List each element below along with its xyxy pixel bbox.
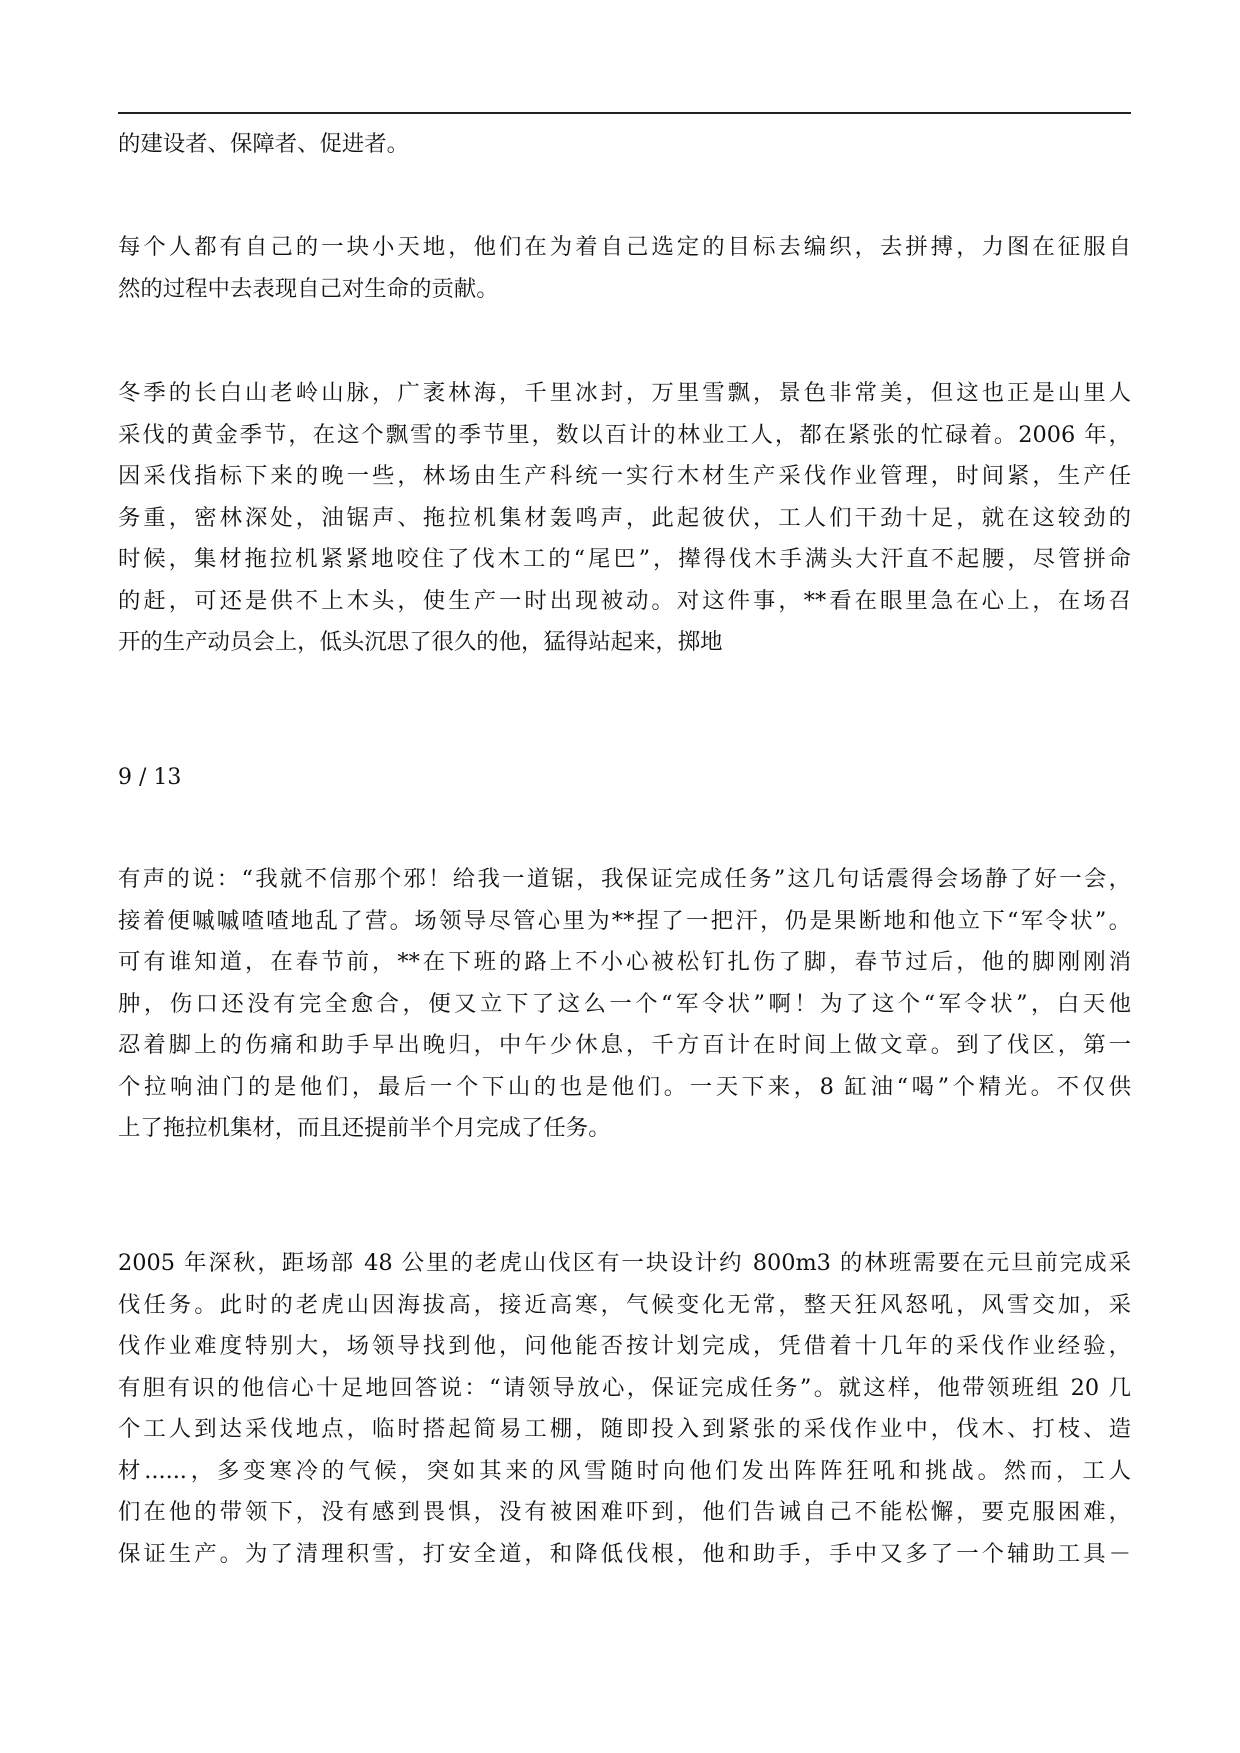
text-line: 时候，集材拖拉机紧紧地咬住了伐木工的“尾巴”，撵得伐木手满头大汗直不起腰，尽管拼命 <box>118 546 1131 572</box>
text-line: 肿，伤口还没有完全愈合，便又立下了这么一个“军令状”啊！为了这个“军令状”，白天他 <box>118 990 1131 1017</box>
text-line: 伐任务。此时的老虎山因海拔高，接近高寒，气候变化无常，整天狂风怒吼，风雪交加，采 <box>118 1291 1131 1318</box>
text-line: 采伐的黄金季节，在这个飘雪的季节里，数以百计的林业工人，都在紧张的忙碌着。2006 年， <box>118 421 1131 448</box>
text-line: 可有谁知道，在春节前，**在下班的路上不小心被松钉扎伤了脚，春节过后，他的脚刚刚消 <box>118 949 1131 975</box>
text-line: 有胆有识的他信心十足地回答说：“请领导放心，保证完成任务”。就这样，他带领班组 20 几 <box>118 1374 1131 1401</box>
text-line: 个拉响油门的是他们，最后一个下山的也是他们。一天下来，8 缸油“喝”个精光。不仅供 <box>118 1073 1131 1100</box>
text-line: 个工人到达采伐地点，临时搭起简易工棚，随即投入到紧张的采伐作业中，伐木、打枝、造 <box>118 1416 1131 1442</box>
text-line: 忍着脚上的伤痛和助手早出晚归，中午少休息，千方百计在时间上做文章。到了伐区，第一 <box>118 1032 1131 1058</box>
text-line: 们在他的带领下，没有感到畏惧，没有被困难吓到，他们告诫自己不能松懈，要克服困难， <box>118 1499 1131 1525</box>
text-line: 务重，密林深处，油锯声、拖拉机集材轰鸣声，此起彼伏，工人们干劲十足，就在这较劲的 <box>118 504 1131 531</box>
text-line: 因采伐指标下来的晚一些，林场由生产科统一实行木材生产采伐作业管理，时间紧，生产任 <box>118 463 1131 489</box>
paragraph-3 <box>118 373 1131 664</box>
text-line: 开的生产动员会上，低头沉思了很久的他，猛得站起来，掷地 <box>118 629 723 655</box>
text-line: 材......，多变寒冷的气候，突如其来的风雪随时向他们发出阵阵狂吼和挑战。然而，工人 <box>118 1457 1131 1484</box>
header-rule <box>118 112 1131 114</box>
text-line: 保证生产。为了清理积雪，打安全道，和降低伐根，他和助手，手中又多了一个辅助工具－ <box>118 1540 1131 1567</box>
text-line: 有声的说：“我就不信那个邪！给我一道锯，我保证完成任务”这几句话震得会场静了好一会， <box>118 866 1131 892</box>
text-line: 的赶，可还是供不上木头，使生产一时出现被动。对这件事，**看在眼里急在心上，在场召 <box>118 587 1131 614</box>
text-line: 然的过程中去表现自己对生命的贡献。 <box>118 275 499 302</box>
text-line: 接着便嘁嘁喳喳地乱了营。场领导尽管心里为**捏了一把汗，仍是果断地和他立下“军令状”。 <box>118 907 1131 934</box>
paragraph-2 <box>118 227 1131 310</box>
text-line: 2005 年深秋，距场部 48 公里的老虎山伐区有一块设计约 800m3 的林班需要在元旦前完成采 <box>118 1250 1131 1276</box>
text-line: 冬季的长白山老岭山脉，广袤林海，千里冰封，万里雪飘，景色非常美，但这也正是山里人 <box>118 380 1131 406</box>
page-number: 9 / 13 <box>118 765 182 790</box>
paragraph-4 <box>118 859 1131 1150</box>
paragraph-5 <box>118 1243 1131 1575</box>
paragraph-1 <box>118 124 1131 166</box>
text-line: 伐作业难度特别大，场领导找到他，问他能否按计划完成，凭借着十几年的采伐作业经验， <box>118 1333 1131 1359</box>
text-line: 的建设者、保障者、促进者。 <box>118 131 410 157</box>
text-line: 上了拖拉机集材，而且还提前半个月完成了任务。 <box>118 1115 611 1141</box>
text-line: 每个人都有自己的一块小天地，他们在为着自己选定的目标去编织，去拼搏，力图在征服自 <box>118 234 1131 260</box>
